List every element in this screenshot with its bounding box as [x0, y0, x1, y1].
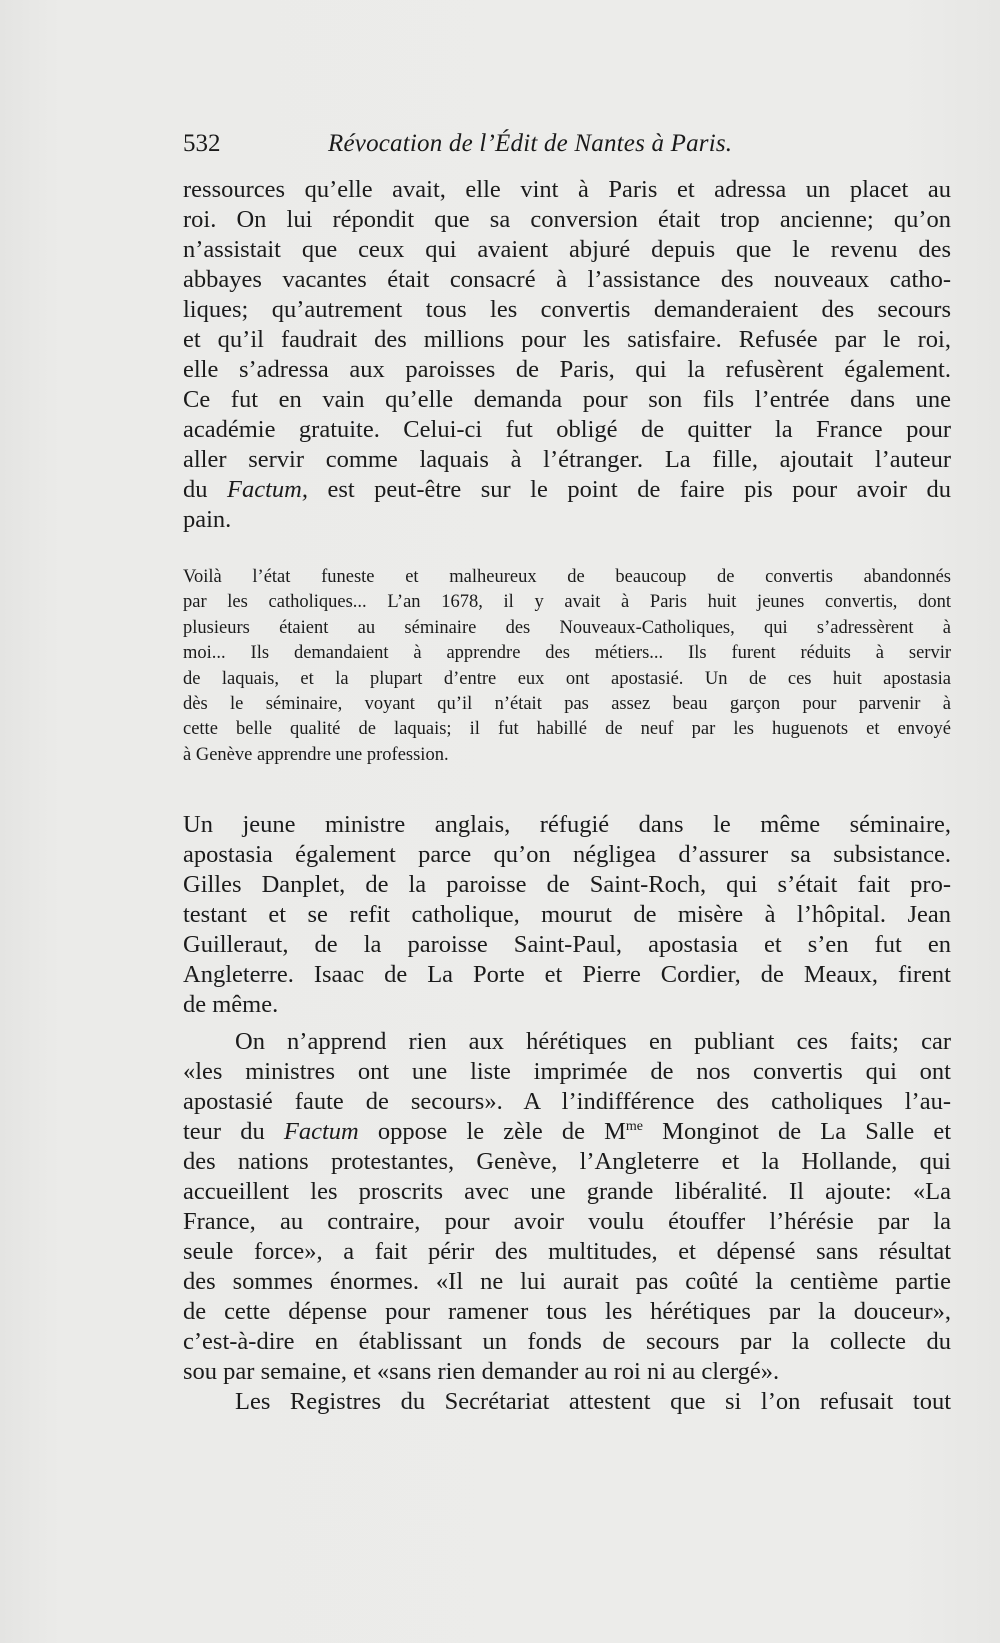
- superscript: me: [625, 1119, 644, 1134]
- text-fragment: oppose le zèle de M: [377, 1118, 626, 1145]
- quote-line: dès le séminaire, voyant qu’il n’était pas assez beau garçon pour parvenir à: [183, 693, 951, 714]
- quote-line: moi... Ils demandaient à apprendre des métiers... Ils furent réduits à servir: [183, 643, 951, 664]
- text-line: liques; qu’autrement tous les convertis demanderaient des secours: [183, 296, 951, 323]
- text-line: académie gratuite. Celui-ci fut obligé de quitter la France pour: [183, 416, 951, 443]
- factum-title: Factum,: [227, 476, 308, 503]
- text-line: Un jeune ministre anglais, réfugié dans le même séminaire,: [183, 811, 951, 838]
- text-line: de cette dépense pour ramener tous les hérétiques par la douceur»,: [183, 1298, 951, 1325]
- text-line: apostasia également parce qu’on négligea d’assurer sa subsistance.: [183, 841, 951, 868]
- quote-line: plusieurs étaient au séminaire des Nouveaux-Catholiques, qui s’adressèrent à: [183, 617, 951, 638]
- text-line: accueillent les proscrits avec une grande libéralité. Il ajoute: «La: [183, 1178, 951, 1205]
- text-line: sou par semaine, et «sans rien demander au roi ni au clergé».: [183, 1358, 780, 1385]
- text-line: Guilleraut, de la paroisse Saint-Paul, apostasia et s’en fut en: [183, 931, 951, 958]
- text-line: et qu’il faudrait des millions pour les satisfaire. Refusée par le roi,: [183, 326, 951, 353]
- paragraph-1: [183, 175, 951, 535]
- quote-line: à Genève apprendre une profession.: [183, 744, 449, 765]
- text-fragment: du: [183, 476, 208, 503]
- text-line: France, au contraire, pour avoir voulu étouffer l’hérésie par la: [183, 1208, 951, 1235]
- text-line: aller servir comme laquais à l’étranger. La fille, ajoutait l’auteur: [183, 446, 951, 473]
- quote-line: de laquais, et la plupart d’entre eux ont apostasié. Un de ces huit apostasia: [183, 668, 951, 689]
- text-fragment: Monginot de La Salle et: [662, 1118, 952, 1145]
- text-line: roi. On lui répondit que sa conversion était trop ancienne; qu’on: [183, 206, 951, 233]
- page-number: 532: [183, 130, 221, 157]
- text-line: «les ministres ont une liste imprimée de nos convertis qui ont: [183, 1058, 951, 1085]
- text-line: On n’apprend rien aux hérétiques en publiant ces faits; car: [235, 1028, 951, 1055]
- text-line: [183, 475, 951, 505]
- text-line: Gilles Danplet, de la paroisse de Saint-Roch, qui s’était fait pro-: [183, 871, 951, 898]
- text-line: ressources qu’elle avait, elle vint à Paris et adressa un placet au: [183, 176, 951, 203]
- text-line: apostasié faute de secours». A l’indifférence des catholiques l’au-: [183, 1088, 951, 1115]
- text-line: seule force», a fait périr des multitudes, et dépensé sans résultat: [183, 1238, 951, 1265]
- quote-line: cette belle qualité de laquais; il fut habillé de neuf par les huguenots et envoyé: [183, 719, 951, 740]
- text-line: Ce fut en vain qu’elle demanda pour son fils l’entrée dans une: [183, 386, 951, 413]
- quote-line: Voilà l’état funeste et malheureux de beaucoup de convertis abandonnés: [183, 567, 951, 587]
- block-quote: [183, 565, 951, 768]
- text-line: Les Registres du Secrétariat attestent que si l’on refusait tout: [235, 1388, 951, 1415]
- text-line: c’est-à-dire en établissant un fonds de secours par la collecte du: [183, 1328, 951, 1355]
- text-line: [183, 1117, 951, 1147]
- text-line: de même.: [183, 991, 279, 1018]
- text-line: des sommes énormes. «Il ne lui aurait pas coûté la centième partie: [183, 1268, 951, 1295]
- text-line: Angleterre. Isaac de La Porte et Pierre Cordier, de Meaux, firent: [183, 961, 951, 988]
- quote-line: par les catholiques... L’an 1678, il y avait à Paris huit jeunes convertis, dont: [183, 592, 951, 613]
- text-fragment: teur du: [183, 1118, 265, 1145]
- text-line: abbayes vacantes était consacré à l’assistance des nouveaux catho-: [183, 266, 951, 293]
- text-line: n’assistait que ceux qui avaient abjuré depuis que le revenu des: [183, 236, 951, 263]
- running-head: [183, 130, 793, 164]
- text-line: elle s’adressa aux paroisses de Paris, qui la refusèrent également.: [183, 356, 951, 383]
- text-line: des nations protestantes, Genève, l’Angleterre et la Hollande, qui: [183, 1148, 951, 1175]
- text-line: testant et se refit catholique, mourut de misère à l’hôpital. Jean: [183, 901, 951, 928]
- factum-title: Factum: [283, 1118, 359, 1145]
- paragraph-3: [183, 1027, 951, 1417]
- text-fragment: est peut-être sur le point de faire pis pour avoir du: [327, 476, 951, 503]
- running-title: Révocation de l’Édit de Nantes à Paris.: [328, 130, 733, 157]
- text-line: pain.: [183, 506, 232, 533]
- paragraph-2: [183, 810, 951, 1020]
